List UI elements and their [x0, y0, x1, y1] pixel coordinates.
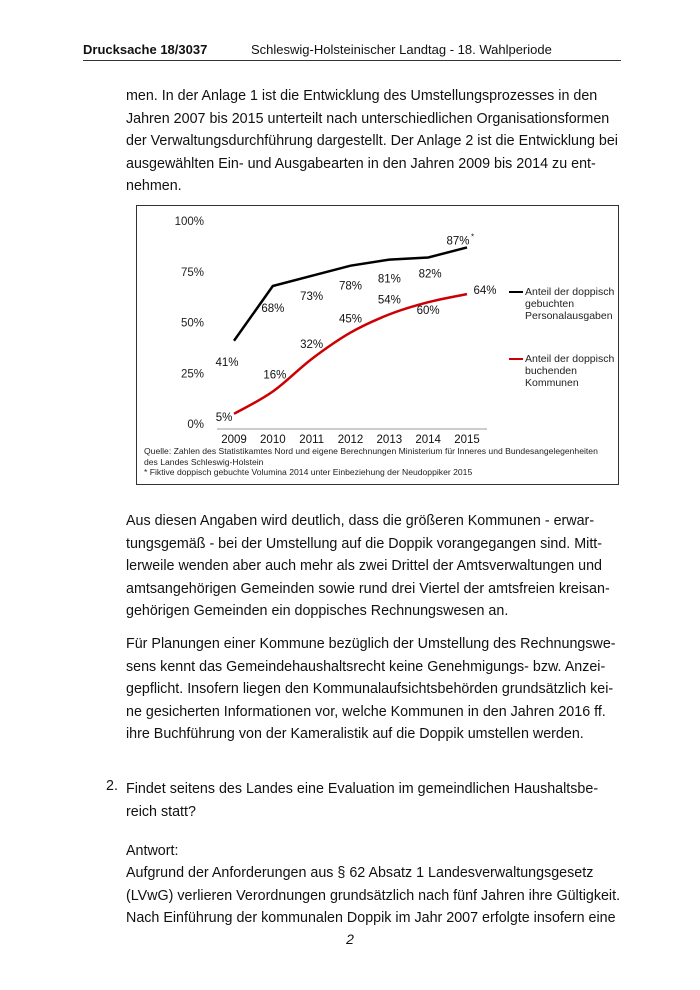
data-label-personalausgaben: 73% — [300, 290, 324, 303]
data-label-kommunen: 45% — [338, 313, 363, 326]
data-label-personalausgaben: 81% — [377, 273, 401, 286]
x-tick-label: 2011 — [299, 434, 325, 446]
legend-swatch-black — [509, 291, 523, 293]
x-tick-label: 2010 — [260, 434, 286, 446]
data-label-kommunen: 54% — [377, 294, 401, 307]
answer-text: Aufgrund der Anforderungen aus § 62 Absatz 1 Landesverwaltungsgesetz (LVwG) verlieren Verordnungen grundsätzlich nach fünf Jahren ihre Gültigkeit. Nach Einführung der kommunalen Doppik im Jahr 2007 erfolgte insofern eine — [126, 865, 621, 926]
x-tick-label: 2014 — [415, 434, 441, 446]
data-label-kommunen: 5% — [215, 411, 233, 424]
question-number: 2. — [106, 778, 118, 794]
asterisk-mark: * — [471, 232, 475, 242]
drucksache-number: Drucksache 18/3037 — [83, 42, 208, 57]
data-label-personalausgaben: 87% — [446, 235, 470, 248]
legend-label: Anteil der doppisch buchenden Kommunen — [525, 353, 615, 389]
data-label-personalausgaben: 82% — [418, 268, 442, 281]
y-tick-label: 75% — [180, 266, 204, 279]
x-tick-label: 2015 — [454, 434, 480, 446]
data-label-personalausgaben: 41% — [215, 356, 239, 369]
landtag-title: Schleswig-Holsteinischer Landtag - 18. Wahlperiode — [251, 42, 552, 57]
y-tick-label: 0% — [187, 419, 204, 431]
data-label-personalausgaben: 78% — [338, 280, 363, 293]
x-tick-label: 2012 — [337, 434, 364, 446]
paragraph-1: Aus diesen Angaben wird deutlich, dass die größeren Kommunen - erwar-tungsgemäß - bei der Umstellung auf die Doppik vorangegangen sind. Mitt-lerweile wenden aber auch mehr als zwei Drittel der Amtsverwaltungen und amtsangehörigen Gemeinden sowie rund drei Viertel der amtsfreien kreisan-gehörigen Gemeinden ein doppisches Rechnungswesen an. — [126, 513, 610, 619]
y-tick-label: 50% — [180, 317, 204, 330]
data-label-kommunen: 32% — [300, 339, 324, 352]
answer-label: Antwort: — [126, 843, 179, 859]
data-label-kommunen: 60% — [416, 305, 440, 318]
intro-paragraph: men. In der Anlage 1 ist die Entwicklung des Umstellungsprozesses in den Jahren 2007 bis 2015 unterteilt nach unterschiedlichen Organisationsformen der Verwaltungsdurchführung dargestellt. Der Anlage 2 ist die Entwicklung bei ausgewählten Ein- und Ausgabearten in den Jahren 2009 bis 2014 zu ent-nehmen. — [126, 88, 618, 194]
page-header — [83, 40, 621, 61]
data-label-kommunen: 16% — [263, 369, 287, 382]
legend-label: Anteil der doppisch gebuchten Personalausgaben — [525, 286, 615, 322]
y-tick-label: 100% — [174, 216, 204, 228]
y-tick-label: 25% — [180, 368, 204, 381]
page-number: 2 — [346, 931, 354, 947]
question-text: Findet seitens des Landes eine Evaluation im gemeindlichen Haushaltsbe-reich statt? — [126, 781, 599, 820]
series-line-personalausgaben — [234, 247, 467, 340]
data-label-kommunen: 64% — [473, 285, 497, 298]
line-chart — [137, 206, 620, 486]
paragraph-2: Für Planungen einer Kommune bezüglich der Umstellung des Rechnungswe-sens kennt das Gemeindehaushaltsrecht keine Genehmigungs- bzw. Anzei-gepflicht. Insofern liegen den Kommunalaufsichtsbehörden grundsätzlich kei-ne gesicherten Informationen vor, welche Kommunen in den Jahren 2016 ff. ihre Buchführung von der Kameralistik auf die Doppik umstellen werden. — [126, 636, 616, 742]
chart-source — [144, 446, 614, 478]
chart — [136, 205, 619, 485]
x-tick-label: 2009 — [221, 434, 247, 446]
footnote-text: * Fiktive doppisch gebuchte Volumina 2014 unter Einbeziehung der Neudoppiker 2015 — [144, 467, 473, 477]
legend-swatch-red — [509, 358, 523, 360]
data-label-personalausgaben: 68% — [261, 302, 285, 315]
x-tick-label: 2013 — [376, 434, 403, 446]
source-text: Quelle: Zahlen des Statistikamtes Nord und eigene Berechnungen Ministerium für Inneres und Bundesangelegenheiten des Landes Schleswig-Holstein — [144, 446, 598, 467]
